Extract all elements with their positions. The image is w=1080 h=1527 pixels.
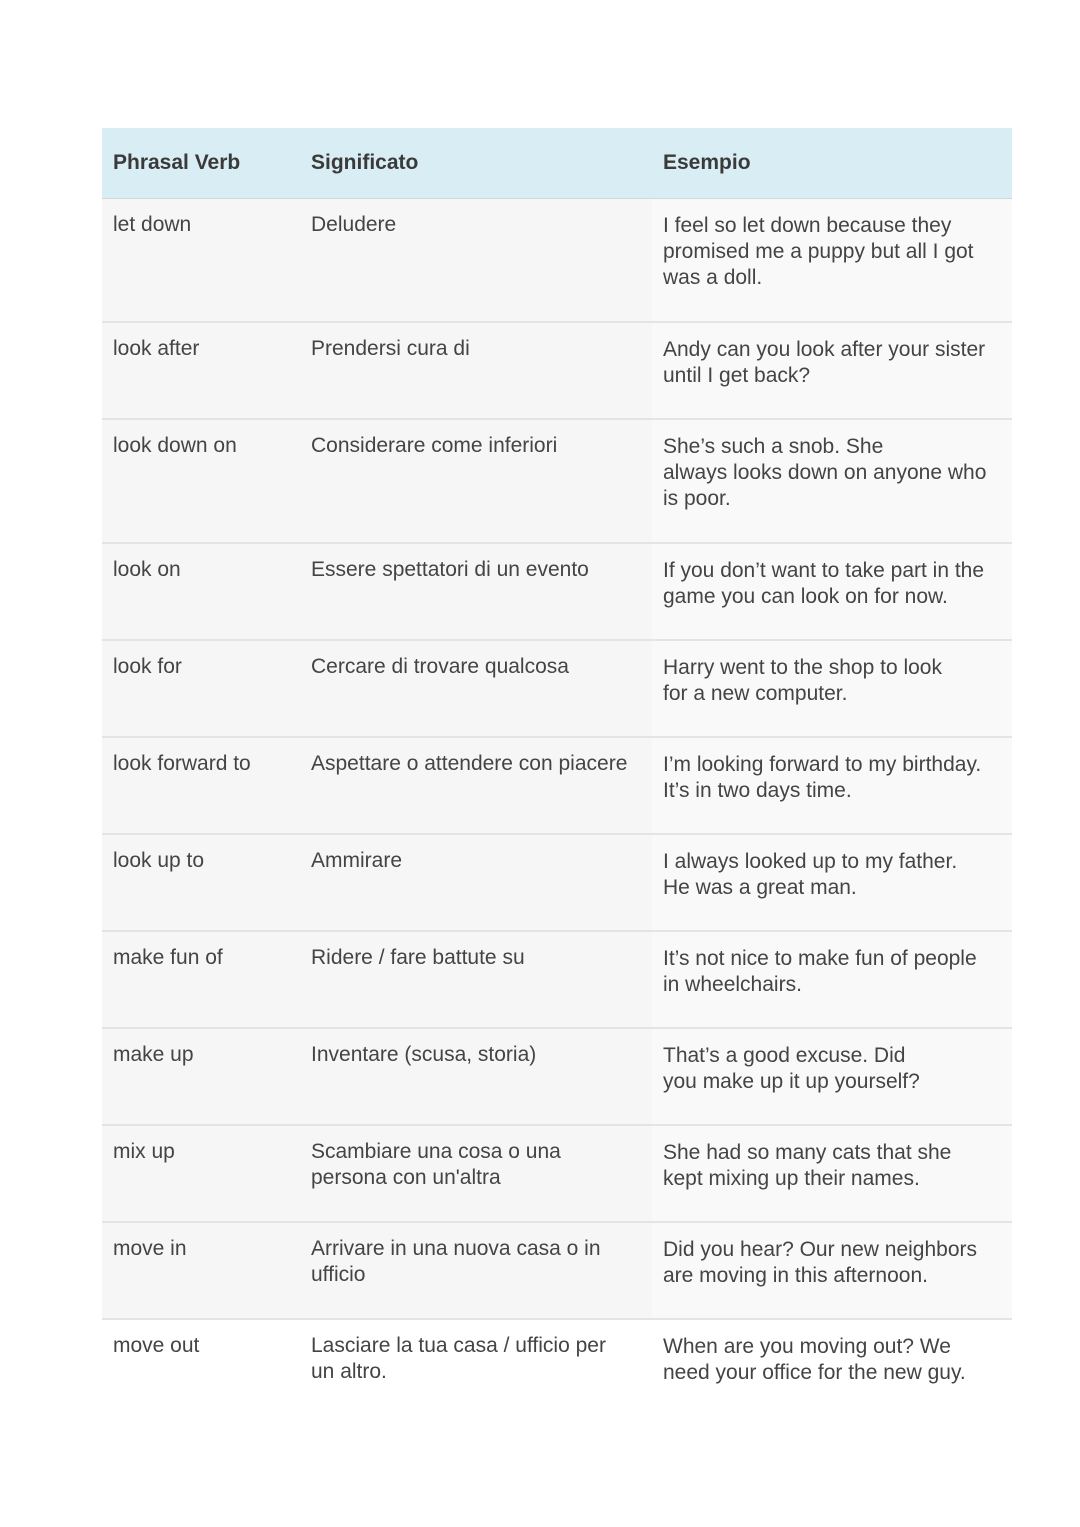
phrasal-verb-cell: look on — [102, 543, 300, 640]
phrasal-verb-cell: mix up — [102, 1125, 300, 1222]
example-cell — [652, 931, 1012, 1028]
phrasal-verb-cell: let down — [102, 199, 300, 322]
example-line: is poor. — [663, 486, 731, 510]
meaning-line: ufficio — [311, 1262, 366, 1286]
example-line: kept mixing up their names. — [663, 1166, 920, 1190]
example-cell — [652, 322, 1012, 419]
table-header-row — [102, 128, 1012, 199]
meaning-line: Ridere / fare battute su — [311, 945, 525, 969]
example-cell — [652, 834, 1012, 931]
example-cell — [652, 199, 1012, 322]
example-cell — [652, 737, 1012, 834]
example-line: He was a great man. — [663, 875, 857, 899]
example-line: Andy can you look after your sister — [663, 337, 986, 361]
header-esempio: Esempio — [652, 128, 1012, 199]
meaning-line: un altro. — [311, 1359, 387, 1383]
phrasal-verb-cell: make fun of — [102, 931, 300, 1028]
table-row — [102, 834, 1012, 931]
example-line: need your office for the new guy. — [663, 1360, 966, 1384]
header-significato: Significato — [300, 128, 652, 199]
example-line: you make up it up yourself? — [663, 1069, 920, 1093]
table-row — [102, 737, 1012, 834]
example-line: It’s not nice to make fun of people — [663, 946, 977, 970]
example-cell — [652, 1319, 1012, 1416]
table-row — [102, 640, 1012, 737]
meaning-line: Ammirare — [311, 848, 403, 872]
example-line: in wheelchairs. — [663, 972, 802, 996]
phrasal-verb-cell: look forward to — [102, 737, 300, 834]
example-line: She’s such a snob. She — [663, 434, 884, 458]
example-line: I always looked up to my father. — [663, 849, 958, 873]
meaning-cell — [300, 322, 652, 419]
meaning-line: Deludere — [311, 213, 397, 236]
table-row — [102, 543, 1012, 640]
example-line: always looks down on anyone who — [663, 460, 987, 484]
example-cell — [652, 1028, 1012, 1125]
meaning-line: Considerare come inferiori — [311, 433, 558, 457]
table-row — [102, 322, 1012, 419]
table-row — [102, 419, 1012, 543]
table-row — [102, 1028, 1012, 1125]
example-line: promised me a puppy but all I got — [663, 240, 974, 263]
example-line: game you can look on for now. — [663, 584, 948, 608]
meaning-cell — [300, 1319, 652, 1416]
example-line: for a new computer. — [663, 681, 848, 705]
example-line: until I get back? — [663, 363, 811, 387]
table-row — [102, 1319, 1012, 1416]
phrasal-verb-cell: move in — [102, 1222, 300, 1319]
meaning-cell — [300, 737, 652, 834]
phrasal-verb-cell: look for — [102, 640, 300, 737]
example-line: was a doll. — [663, 266, 763, 289]
example-line: When are you moving out? We — [663, 1334, 951, 1358]
meaning-line: Essere spettatori di un evento — [311, 557, 589, 581]
meaning-line: Scambiare una cosa o una — [311, 1139, 561, 1163]
table-body — [102, 199, 1012, 1416]
meaning-cell — [300, 419, 652, 543]
example-line: If you don’t want to take part in the — [663, 558, 985, 582]
meaning-line: persona con un'altra — [311, 1165, 501, 1189]
example-line: Did you hear? Our new neighbors — [663, 1237, 978, 1261]
example-line: It’s in two days time. — [663, 778, 852, 802]
meaning-line: Aspettare o attendere con piacere — [311, 751, 628, 775]
phrasal-verb-cell: move out — [102, 1319, 300, 1416]
example-cell — [652, 1125, 1012, 1222]
example-line: Harry went to the shop to look — [663, 655, 942, 679]
meaning-cell — [300, 1125, 652, 1222]
meaning-line: Inventare (scusa, storia) — [311, 1042, 537, 1066]
example-line: That’s a good excuse. Did — [663, 1043, 906, 1067]
example-line: are moving in this afternoon. — [663, 1263, 928, 1287]
meaning-cell — [300, 931, 652, 1028]
phrasal-verb-cell: look up to — [102, 834, 300, 931]
table-row — [102, 1125, 1012, 1222]
meaning-line: Lasciare la tua casa / ufficio per — [311, 1333, 606, 1357]
meaning-cell — [300, 640, 652, 737]
meaning-cell — [300, 543, 652, 640]
phrasal-verbs-table — [102, 128, 1012, 1416]
phrasal-verb-cell: look after — [102, 322, 300, 419]
example-line: I feel so let down because they — [663, 214, 952, 237]
meaning-cell — [300, 199, 652, 322]
example-cell — [652, 543, 1012, 640]
example-line: I’m looking forward to my birthday. — [663, 752, 982, 776]
meaning-line: Arrivare in una nuova casa o in — [311, 1236, 601, 1260]
meaning-cell — [300, 1222, 652, 1319]
example-cell — [652, 419, 1012, 543]
meaning-line: Prendersi cura di — [311, 336, 470, 360]
meaning-cell — [300, 834, 652, 931]
example-cell — [652, 1222, 1012, 1319]
table-row — [102, 199, 1012, 322]
example-cell — [652, 640, 1012, 737]
example-line: She had so many cats that she — [663, 1140, 952, 1164]
meaning-line: Cercare di trovare qualcosa — [311, 654, 569, 678]
phrasal-verb-cell: make up — [102, 1028, 300, 1125]
table-row — [102, 1222, 1012, 1319]
meaning-cell — [300, 1028, 652, 1125]
table-row — [102, 931, 1012, 1028]
header-phrasal-verb: Phrasal Verb — [102, 128, 300, 199]
phrasal-verb-cell: look down on — [102, 419, 300, 543]
